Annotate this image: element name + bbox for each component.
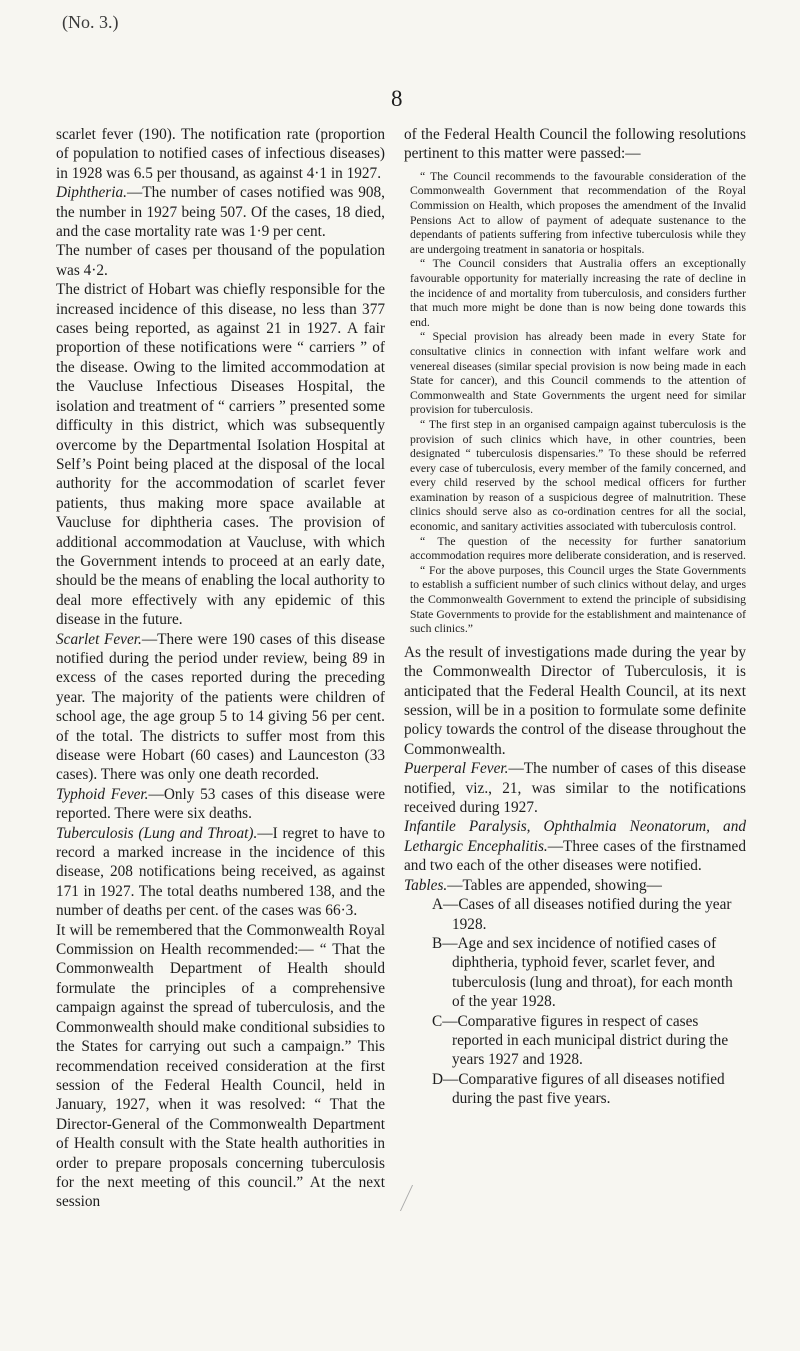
paragraph-text: —Only 53 cases of this disease were reported. There were six deaths. bbox=[56, 785, 385, 823]
table-list-item: B—Age and sex incidence of notified cases of diphtheria, typhoid fever, scarlet fever, and tuberculosis (lung and throat), for each month of the year 1928. bbox=[432, 934, 733, 1011]
tables-list bbox=[404, 895, 746, 1108]
page-number: 8 bbox=[391, 86, 403, 111]
section-heading: Infantile Paralysis, Ophthalmia Neonatorum, and Lethargic Encephalitis. bbox=[404, 818, 746, 855]
pencil-mark bbox=[386, 1185, 413, 1211]
paragraph-text: The district of Hobart was chiefly responsible for the increased incidence of this disease, no less than 377 cases being reported, as against 21 in 1927. A fair proportion of these notifications were “ carriers ” of the disease. Owing to the limited accommodation at the Vaucluse Infectious Diseases Hospital, the isolation and treatment of “ carriers ” presented some difficulty in this district, which was subsequently overcome by the Departmental Isolation Hospital at Self’s Point being placed at the disposal of the local authority for the accommodation of scarlet fever patients, thus making more space available at Vaucluse for diphtheria cases. The provision of additional accommodation at Vaucluse, with which the Government intends to proceed at an early date, should be the means of enabling the local authority to deal more effectively with any epidemic of this disease in the future. bbox=[56, 281, 385, 629]
paragraph bbox=[404, 643, 746, 759]
resolutions-intro: of the Federal Health Council the following resolutions pertinent to this matter were passed:— bbox=[404, 126, 746, 163]
section-heading: Tuberculosis (Lung and Throat). bbox=[56, 824, 258, 842]
paragraph-text: It will be remembered that the Commonwealth Royal Commission on Health recommended:— “ That the Commonwealth Department of Health should formulate the principles of a comprehensive campaign against the spread of tuberculosis, and the Commonwealth should make conditional subsidies to the States for carrying out such a campaign.” This recommendation received consideration at the first session of the Federal Health Council, held in January, 1927, when it was resolved: “ That the Director-General of the Commonwealth Department of Health consult with the State health authorities in order to prepare proposals concerning tuberculosis for the next meeting of this council.” At the next session bbox=[56, 921, 385, 1211]
paragraph bbox=[56, 824, 385, 921]
resolution-paragraph: “ The question of the necessity for further sanatorium accommodation requires more deliberate consideration, and is reserved. bbox=[410, 534, 746, 563]
series-number: (No. 3.) bbox=[62, 12, 119, 32]
paragraph-text: —Tables are appended, showing— bbox=[447, 876, 662, 894]
paragraph bbox=[404, 759, 746, 817]
paragraph-text: —The number of cases notified was 908, the number in 1927 being 507. Of the cases, 18 died, and the case mortality rate was 1·9 per cent. bbox=[56, 184, 385, 241]
paragraph bbox=[56, 785, 385, 824]
paragraph bbox=[56, 241, 385, 280]
paragraph-text: —There were 190 cases of this disease notified during the period under review, being 89 in excess of the cases reported during the preceding year. The majority of the patients were children of school age, the age group 5 to 14 giving 56 per cent. of the total. The districts to suffer most from this disease were Hobart (60 cases) and Launceston (33 cases). There was only one death recorded. bbox=[56, 630, 385, 784]
table-list-item: D—Comparative figures of all diseases notified during the past five years. bbox=[432, 1070, 725, 1108]
section-heading: Diphtheria. bbox=[56, 184, 127, 202]
resolution-paragraph: “ The Council recommends to the favourable consideration of the Commonwealth Government that recommendation of the Royal Commission on Health, which proposes the amendment of the Invalid Pensions Act to allow of payment of adequate sustenance to the dependants of patients suffering from infective tuberculosis while they are undergoing treatment in sanatoria or hospitals. bbox=[410, 169, 746, 256]
paragraph bbox=[56, 921, 385, 1212]
right-paragraphs bbox=[404, 643, 746, 895]
section-heading: Typhoid Fever. bbox=[56, 785, 149, 803]
left-column bbox=[56, 125, 385, 1212]
paragraph bbox=[56, 125, 385, 183]
table-list-item: C—Comparative figures in respect of cases reported in each municipal district during the years 1927 and 1928. bbox=[432, 1012, 729, 1069]
section-heading: Tables. bbox=[404, 876, 448, 894]
paragraph bbox=[56, 183, 385, 241]
paragraph bbox=[56, 630, 385, 785]
resolution-paragraph: “ The Council considers that Australia offers an exceptionally favourable opportunity for materially increasing the rate of decline in the incidence of and mortality from tuberculosis, and considers further that much more might be done than is now being done towards this end. bbox=[410, 257, 746, 329]
paragraph-text: —The number of cases of this disease notified, viz., 21, was similar to the notifications received during 1927. bbox=[404, 760, 746, 817]
section-heading: Puerperal Fever. bbox=[404, 760, 509, 778]
resolutions-quote bbox=[404, 170, 746, 637]
paragraph bbox=[56, 280, 385, 629]
paragraph-text: scarlet fever (190). The notification rate (proportion of population to notified cases of infectious diseases) in 1928 was 6.5 per thousand, as against 4·1 in 1927. bbox=[56, 126, 385, 182]
resolution-paragraph: “ For the above purposes, this Council urges the State Governments to establish a sufficient number of such clinics without delay, and urges the Commonwealth Government to extend the principle of subsidising State Governments to provide for the establishment and maintenance of such clinics.” bbox=[410, 563, 746, 636]
paragraph-text: As the result of investigations made during the year by the Commonwealth Director of Tuberculosis, it is anticipated that the Federal Health Council, at its next session, will be in a position to formulate some definite policy towards the control of the disease throughout the Commonwealth. bbox=[404, 643, 746, 758]
paragraph-text: —Three cases of the firstnamed and two each of the other diseases were notified. bbox=[404, 837, 746, 875]
paragraph-text: The number of cases per thousand of the population was 4·2. bbox=[56, 242, 385, 279]
resolution-paragraph: “ The first step in an organised campaign against tuberculosis is the provision of such clinics which have, in other countries, been designated “ tuberculosis dispensaries.” To these should be referred every case of tuberculosis, every member of the family concerned, and every child reserved by the school medical officers for further examination by reason of a suspicious degree of malnutrition. These clinics should serve also as co-ordination centres for all the social, economic, and sanitary activities associated with tuberculosis control. bbox=[410, 417, 746, 534]
table-list-item: A—Cases of all diseases notified during the year 1928. bbox=[432, 896, 732, 933]
section-heading: Scarlet Fever. bbox=[56, 630, 142, 648]
paragraph-text: —I regret to have to record a marked increase in the incidence of this disease, 208 notifications being received, as against 171 in 1927. The total deaths numbered 138, and the number of deaths per cent. of the cases was 66·3. bbox=[56, 824, 385, 920]
resolution-paragraph: “ Special provision has already been made in every State for consultative clinics in connection with infant welfare work and venereal diseases (similar special provision is now being made in each State for cancer), and this Council commends to the attention of Commonwealth and State Governments the urgent need for similar provision for tuberculosis. bbox=[410, 330, 746, 417]
paragraph bbox=[404, 817, 746, 875]
right-column bbox=[404, 125, 746, 1109]
paragraph bbox=[404, 876, 746, 895]
